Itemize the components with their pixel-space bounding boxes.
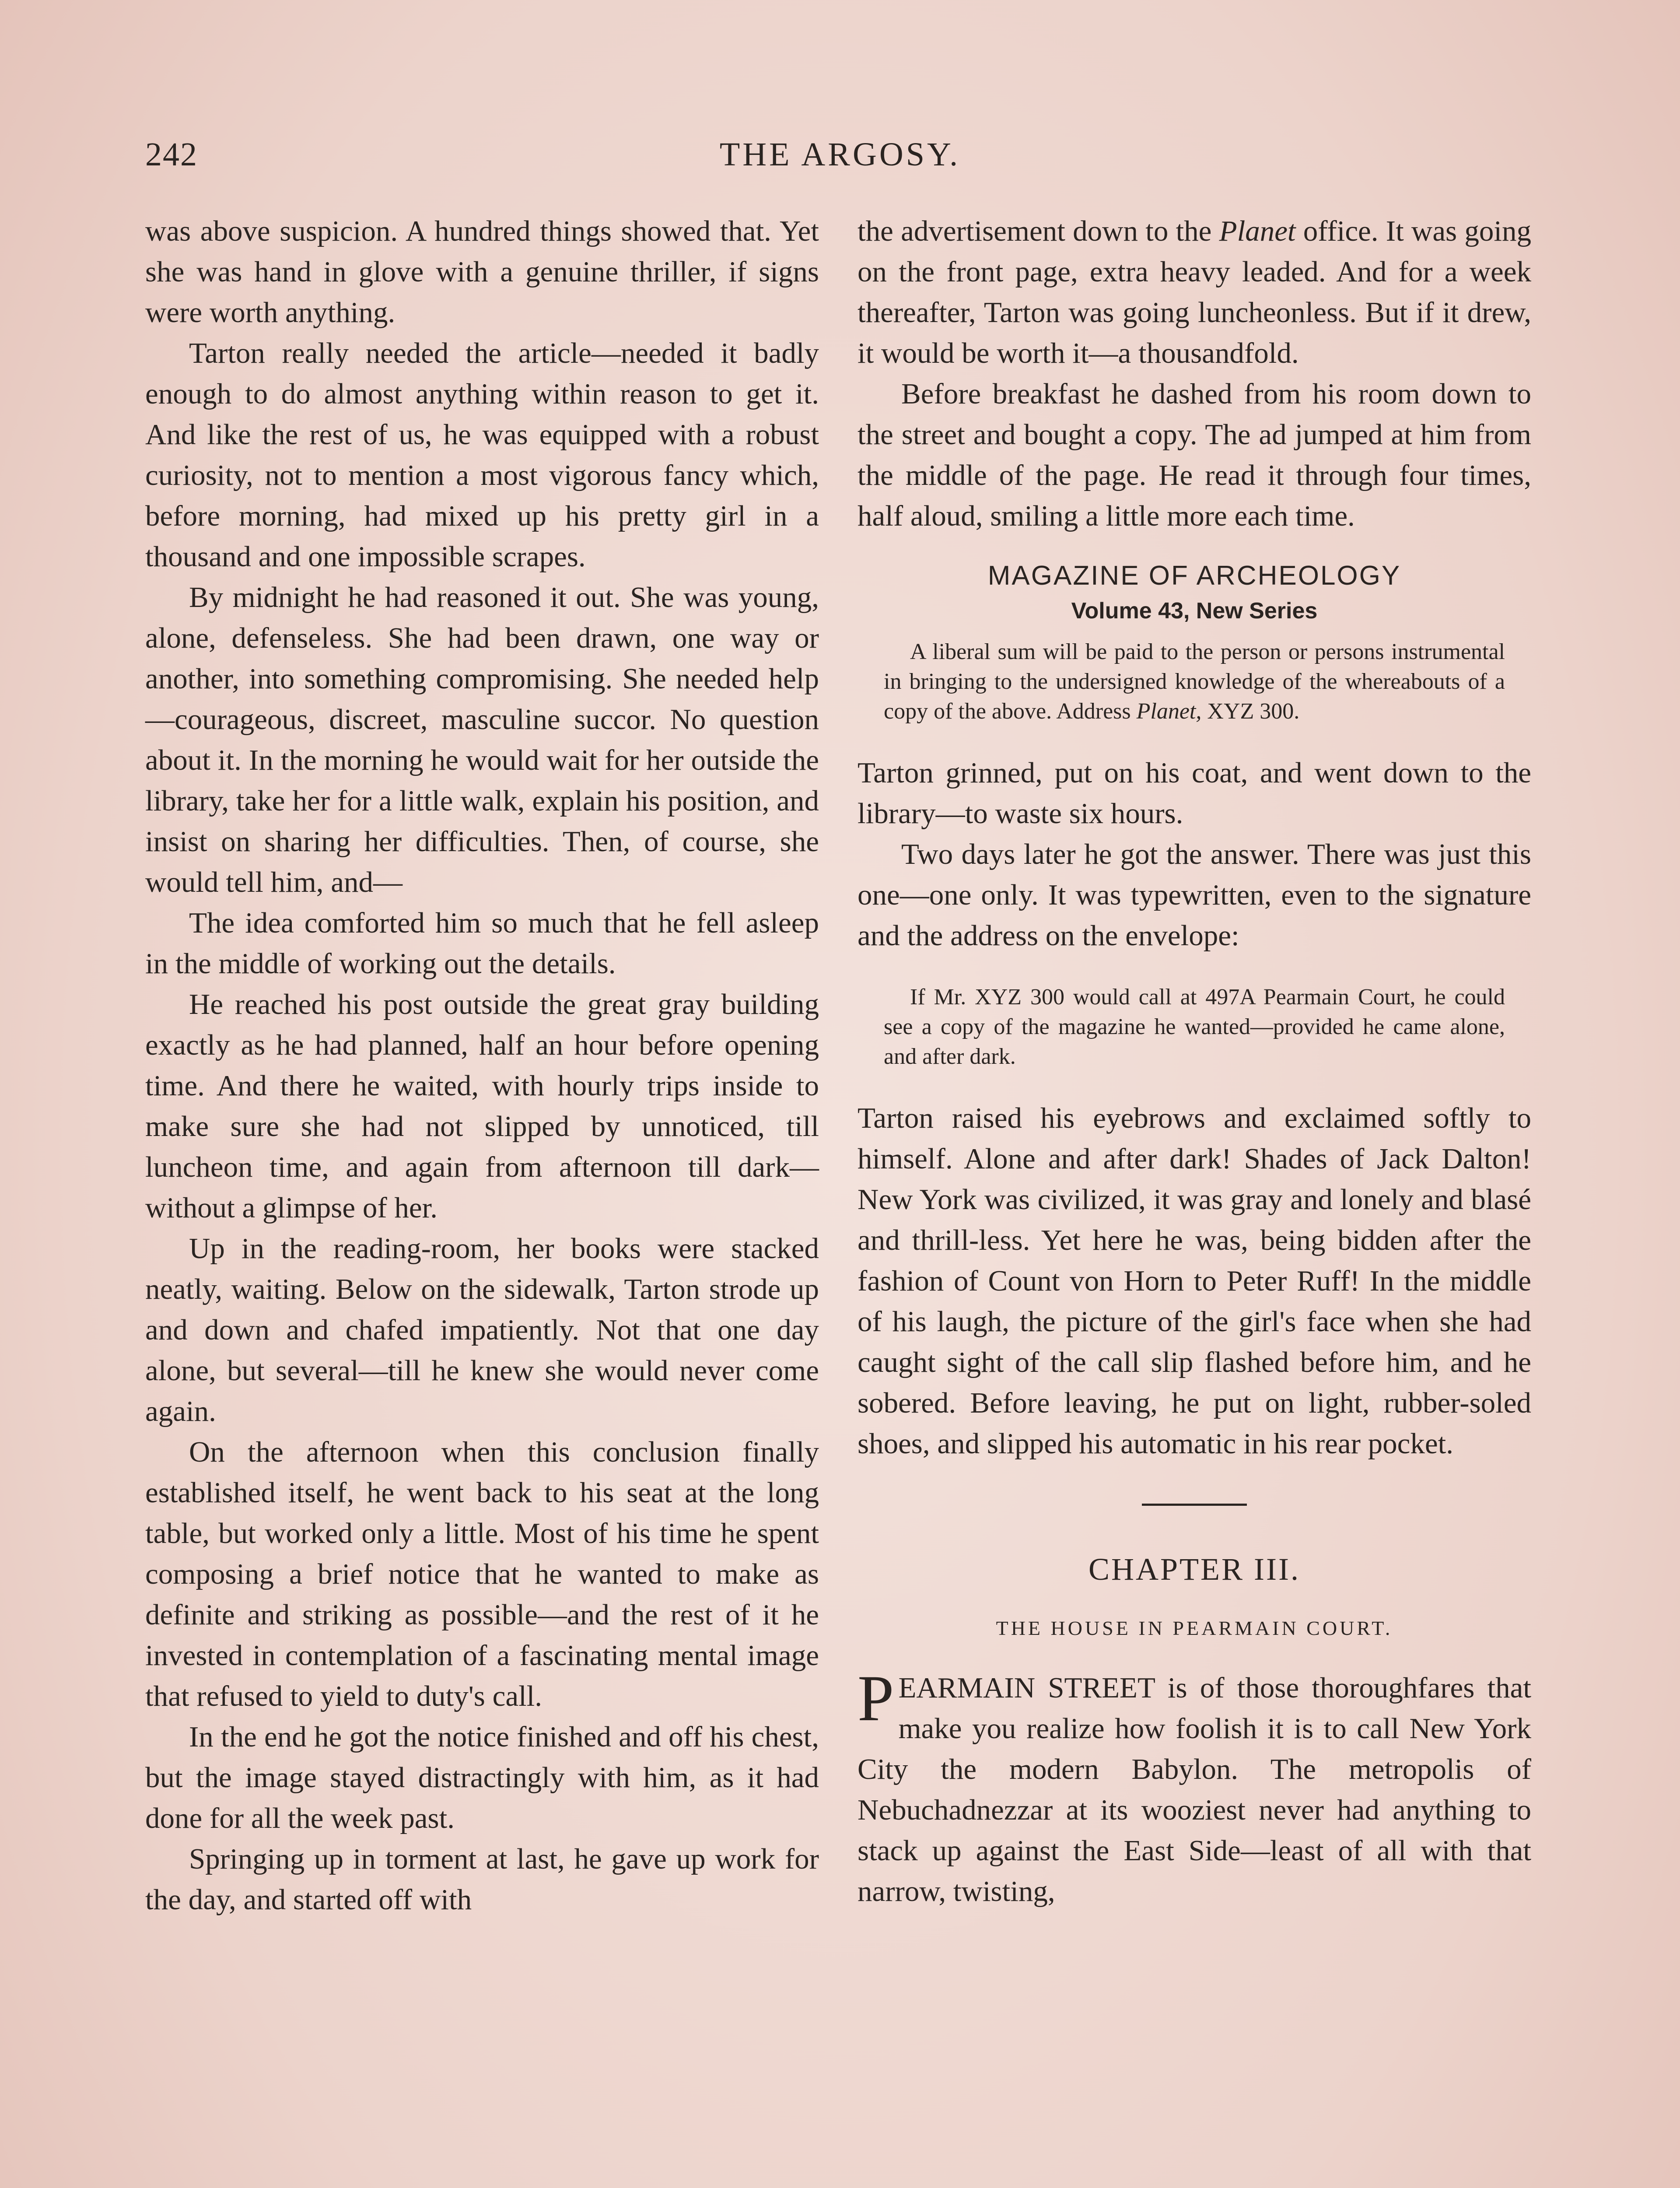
right-column xyxy=(858,211,1531,1912)
paragraph: The idea comforted him so much that he fell asleep in the middle of working out the details. xyxy=(145,907,819,980)
paragraph: Before breakfast he dashed from his room down to the street and bought a copy. The ad jumped at him from the middle of the page. He read it through four times, half aloud, smiling a little more each time. xyxy=(858,378,1531,532)
chapter-title: THE HOUSE IN PEARMAIN COURT. xyxy=(996,1617,1393,1639)
left-column xyxy=(145,211,819,1920)
paragraph: Up in the reading-room, her books were stacked neatly, waiting. Below on the sidewalk, Tarton strode up and down and chafed impatiently. Not that one day alone, but several—till he knew she would never come again. xyxy=(145,1232,819,1427)
paragraph: On the afternoon when this conclusion finally established itself, he went back to his seat at the long table, but worked only a little. Most of his time he spent composing a brief notice that he wanted to make as definite and striking as possible—and the rest of it he invested in contemplation of a fascinating mental image that refused to yield to duty's call. xyxy=(145,1436,819,1712)
ad-title: MAGAZINE OF ARCHEOLOGY xyxy=(987,561,1401,591)
paragraph: was above suspicion. A hundred things showed that. Yet she was hand in glove with a genuine thriller, if signs were worth anything. xyxy=(145,215,819,329)
paragraph xyxy=(858,211,1531,374)
divider xyxy=(1142,1504,1247,1506)
letter-text: If Mr. XYZ 300 would call at 497A Pearmain Court, he could see a copy of the magazine he wanted—provided he came alone, and after dark. xyxy=(884,985,1505,1069)
paragraph: Springing up in torment at last, he gave up work for the day, and started off with xyxy=(145,1843,819,1916)
paragraph: Tarton grinned, put on his coat, and went down to the library—to waste six hours. xyxy=(858,757,1531,830)
drop-cap: P xyxy=(858,1662,894,1735)
paragraph xyxy=(858,1662,1531,1912)
paragraph: Tarton raised his eyebrows and exclaimed softly to himself. Alone and after dark! Shades of Jack Dalton! New York was civilized, it was gray and lonely and blasé and thrill-less. Yet here he was, being bidden after the fashion of Count von Horn to Peter Ruff! In the middle of his laugh, the picture of the girl's face when she had caught sight of the call slip flashed before him, and he sobered. Before leaving, he put on light, rubber-soled shoes, and slipped his automatic in his rear pocket. xyxy=(858,1102,1531,1460)
newspaper-name: Planet, xyxy=(1136,699,1202,724)
text: A liberal sum will be paid to the person or persons instrumental in bringing to the undersigned knowledge of the whereabouts of a copy of the above. Address xyxy=(884,639,1505,724)
text: the advertisement down to the xyxy=(858,215,1219,247)
text: EARMAIN STREET is of those thoroughfares that make you realize how foolish it is to call New York City the modern Babylon. The metropolis of Nebuchadnezzar at its wooziest never had anything to stack up against the East Side—least of all with that narrow, twisting, xyxy=(858,1672,1531,1907)
running-head: THE ARGOSY. xyxy=(719,136,961,173)
chapter-heading: CHAPTER III. xyxy=(1088,1552,1300,1587)
paragraph: In the end he got the notice finished and off his chest, but the image stayed distractingly with him, as it had done for all the week past. xyxy=(145,1721,819,1834)
ad-body xyxy=(884,637,1505,726)
paragraph: Tarton really needed the article—needed it badly enough to do almost anything within reason to get it. And like the rest of us, he was equipped with a robust curiosity, not to mention a most vigorous fancy which, before morning, had mixed up his pretty girl in a thousand and one impossible scrapes. xyxy=(145,337,819,573)
text: office. It was going on the front page, extra heavy leaded. And for a week thereafter, Tarton was going luncheonless. But if it drew, it would be worth it—a thousandfold. xyxy=(858,215,1531,369)
advertisement xyxy=(858,558,1531,726)
paragraph: Two days later he got the answer. There was just this one—one only. It was typewritten, even to the signature and the address on the envelope: xyxy=(858,838,1531,952)
paragraph: By midnight he had reasoned it out. She was young, alone, defenseless. She had been drawn, one way or another, into something compromising. She needed help—courageous, discreet, masculine succor. No question about it. In the morning he would wait for her outside the library, take her for a little walk, explain his position, and insist on sharing her difficulties. Then, of course, she would tell him, and— xyxy=(145,581,819,898)
paragraph: He reached his post outside the great gray building exactly as he had planned, half an hour before opening time. And there he waited, with hourly trips inside to make sure she had not slipped by unnoticed, till luncheon time, and again from afternoon till dark—without a glimpse of her. xyxy=(145,988,819,1224)
newspaper-name: Planet xyxy=(1219,215,1296,247)
text: XYZ 300. xyxy=(1201,699,1300,724)
page-number: 242 xyxy=(145,136,198,173)
ad-subtitle: Volume 43, New Series xyxy=(1071,598,1318,624)
